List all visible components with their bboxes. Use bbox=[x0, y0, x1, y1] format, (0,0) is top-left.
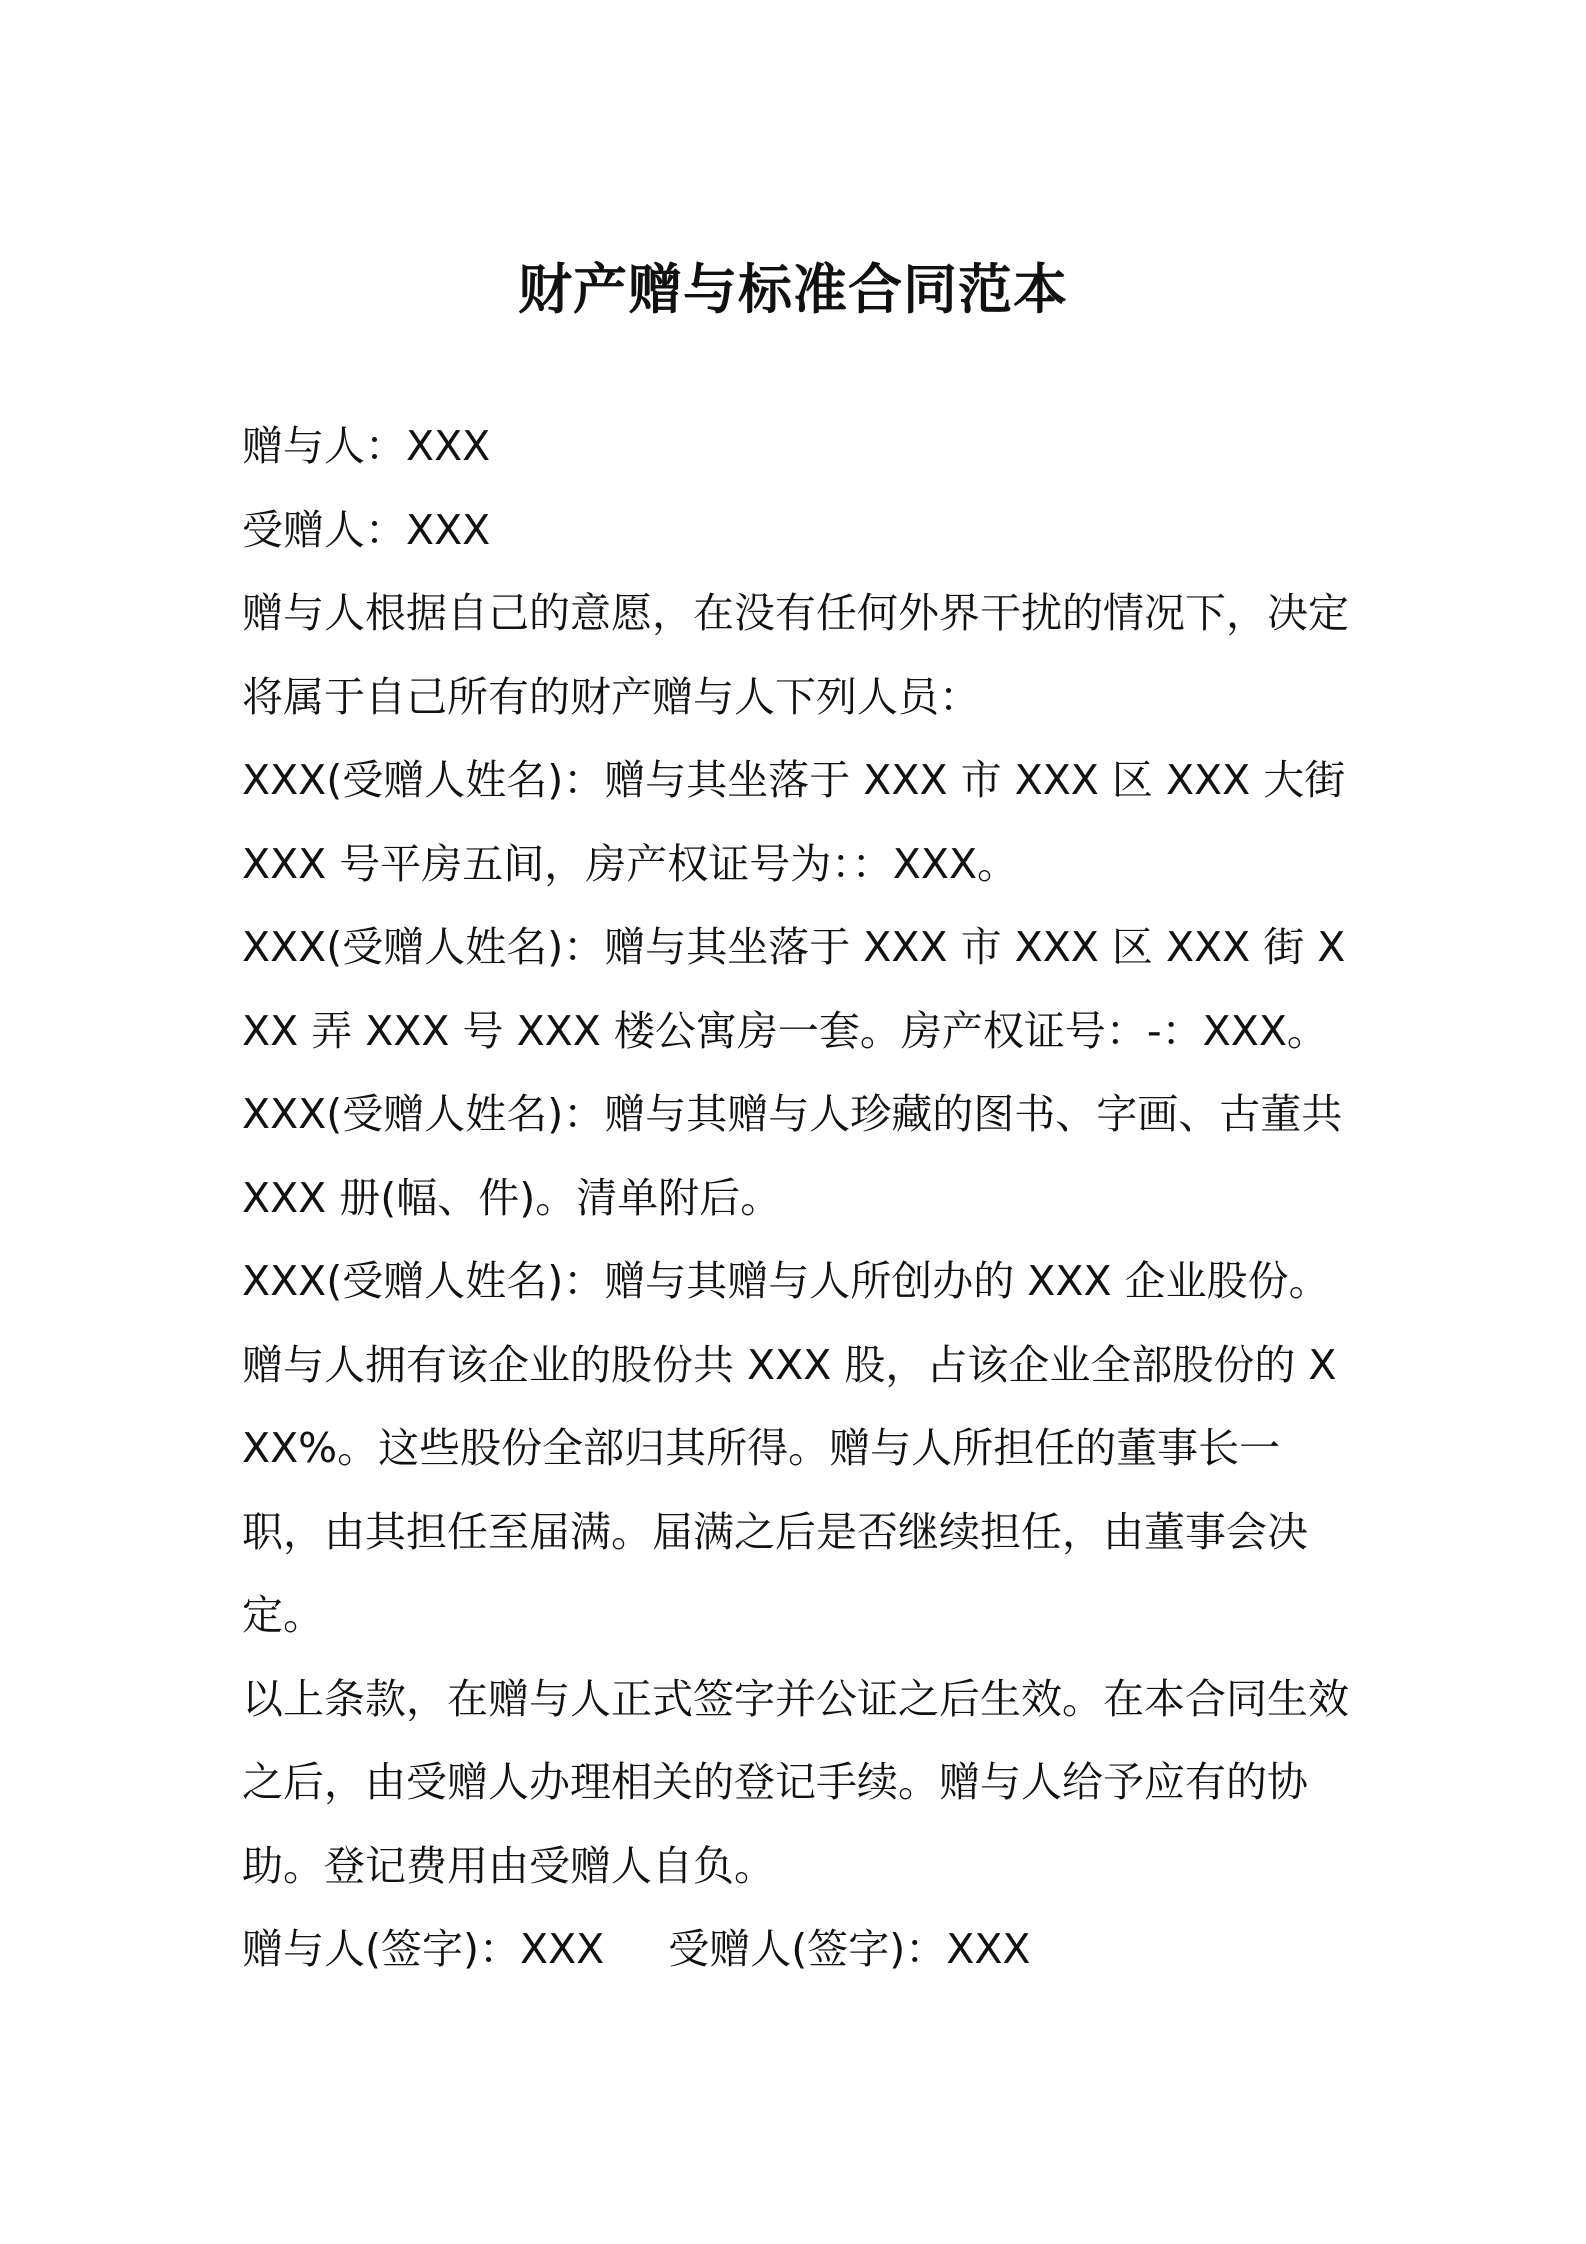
gift-clause-house: XXX(受赠人姓名)：赠与其坐落于 XXX 市 XXX 区 XXX 大街 XXX 号平房五间，房产权证号为：：XXX。 bbox=[242, 756, 1359, 888]
donor-line: 赠与人：XXX bbox=[242, 422, 491, 470]
document-body bbox=[242, 405, 1362, 1992]
intro-paragraph: 赠与人根据自己的意愿，在没有任何外界干扰的情况下，决定将属于自己所有的财产赠与人下列人员： bbox=[242, 589, 1349, 721]
donee-signature: 受赠人(签字)：XXX bbox=[668, 1925, 1031, 1973]
donor-signature: 赠与人(签字)：XXX bbox=[242, 1925, 605, 1973]
donee-line: 受赠人：XXX bbox=[242, 505, 491, 554]
gift-clause-collection: XXX(受赠人姓名)：赠与其赠与人珍藏的图书、字画、古董共 XXX 册(幅、件)。清单附后。 bbox=[242, 1090, 1356, 1222]
signature-line bbox=[242, 1908, 1362, 1992]
document-title: 财产赠与标准合同范本 bbox=[518, 258, 1068, 321]
gift-clause-apartment: XXX(受赠人姓名)：赠与其坐落于 XXX 市 XXX 区 XXX 街 XXX 弄 XXX 号 XXX 楼公寓房一套。房产权证号：-：XXX。 bbox=[242, 923, 1346, 1055]
effective-clause: 以上条款，在赠与人正式签字并公证之后生效。在本合同生效之后，由受赠人办理相关的登记手续。赠与人给予应有的协助。登记费用由受赠人自负。 bbox=[242, 1674, 1349, 1890]
gift-clause-shares: XXX(受赠人姓名)：赠与其赠与人所创办的 XXX 企业股份。赠与人拥有该企业的股份共 XXX 股，占该企业全部股份的 XXX%。这些股份全部归其所得。赠与人所担任的董事长一职，由其担任至届满。届满之后是否继续担任，由董事会决定。 bbox=[242, 1257, 1337, 1639]
